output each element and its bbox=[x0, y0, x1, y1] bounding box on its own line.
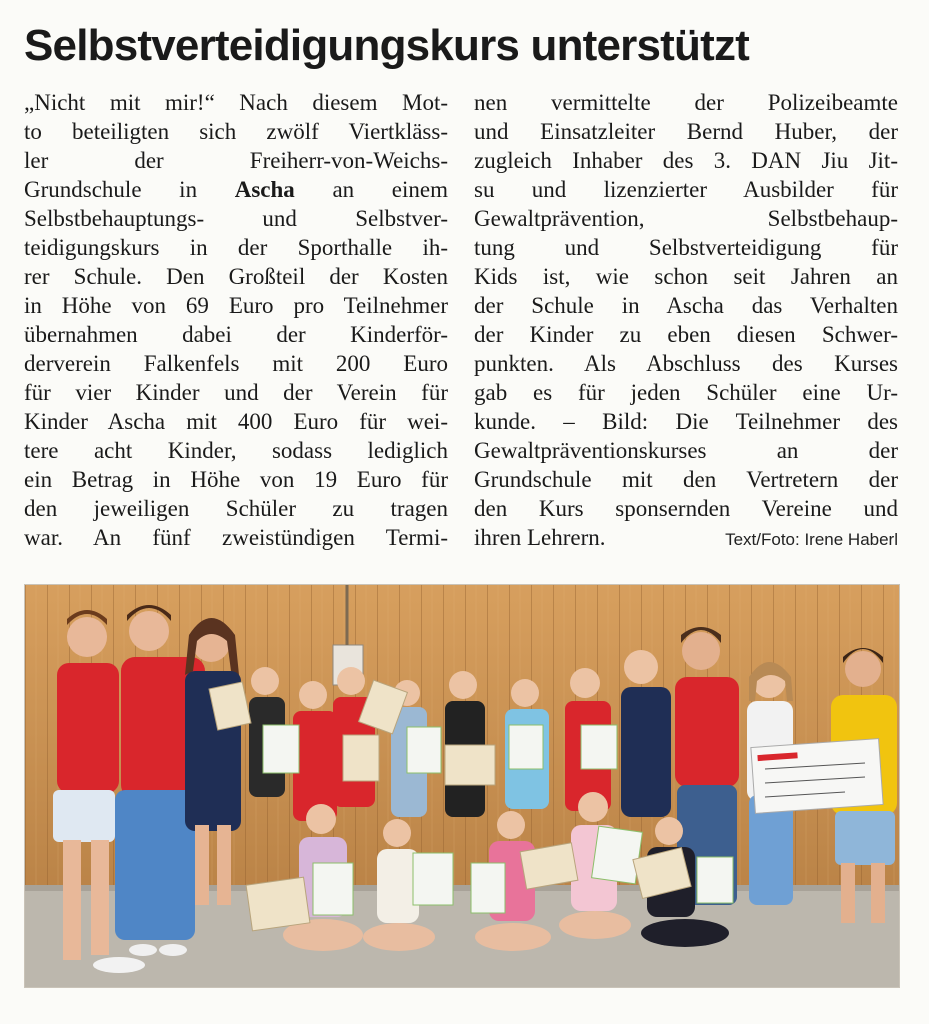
closing-line bbox=[474, 523, 898, 552]
left-column-line: Grundschule in Ascha an einem bbox=[24, 177, 449, 202]
right-column-line: zugleich Inhaber des 3. DAN Jiu Jit- bbox=[474, 148, 898, 173]
article-left-column bbox=[24, 88, 448, 552]
left-column-line: tere acht Kinder, sodass lediglich bbox=[24, 438, 448, 463]
left-column-line: to beteiligten sich zwölf Viertkläss- bbox=[24, 119, 448, 144]
right-column-line: kunde. – Bild: Die Teilnehmer des bbox=[474, 409, 898, 434]
right-column-line: su und lizenzierter Ausbilder für bbox=[474, 177, 898, 202]
left-column-line: ler der Freiherr-von-Weichs- bbox=[24, 148, 448, 173]
group-photo-illustration bbox=[25, 585, 899, 987]
article-right-column bbox=[474, 88, 898, 552]
right-column-line: den Kurs sponsernden Vereine und bbox=[474, 496, 898, 521]
right-column-last-line: ihren Lehrern. bbox=[474, 525, 606, 550]
left-column-line: derverein Falkenfels mit 200 Euro bbox=[24, 351, 448, 376]
left-column-line: den jeweiligen Schüler zu tragen bbox=[24, 496, 448, 521]
left-column-line: Kinder Ascha mit 400 Euro für wei- bbox=[24, 409, 448, 434]
right-column-line: tung und Selbstverteidigung für bbox=[474, 235, 898, 260]
right-column-line: Kids ist, wie schon seit Jahren an bbox=[474, 264, 898, 289]
left-column-line: „Nicht mit mir!“ Nach diesem Mot- bbox=[24, 90, 448, 115]
bold-place-name: Ascha bbox=[234, 177, 295, 202]
right-column-line: Gewaltprävention, Selbstbehaup- bbox=[474, 206, 898, 231]
right-column-line: der Kinder zu eben diesen Schwer- bbox=[474, 322, 898, 347]
left-column-line: rer Schule. Den Großteil der Kosten bbox=[24, 264, 448, 289]
article-headline: Selbstverteidigungskurs unterstützt bbox=[24, 21, 750, 70]
photo-credit: Text/Foto: Irene Haberl bbox=[725, 530, 898, 549]
group-photo bbox=[24, 584, 900, 988]
left-column-line: in Höhe von 69 Euro pro Teilnehmer bbox=[24, 293, 448, 318]
left-column-line: Selbstbehauptungs- und Selbstver- bbox=[24, 206, 448, 231]
donation-check bbox=[751, 739, 883, 814]
left-column-line: für vier Kinder und der Verein für bbox=[24, 380, 448, 405]
right-column-line: nen vermittelte der Polizeibeamte bbox=[474, 90, 898, 115]
left-column-line: übernahmen dabei der Kinderför- bbox=[24, 322, 448, 347]
right-column-line: Gewaltpräventionskurses an der bbox=[474, 438, 898, 463]
right-column-line: und Einsatzleiter Bernd Huber, der bbox=[474, 119, 898, 144]
right-column-line: gab es für jeden Schüler eine Ur- bbox=[474, 380, 898, 405]
left-column-line: teidigungskurs in der Sporthalle ih- bbox=[24, 235, 448, 260]
right-column-line: der Schule in Ascha das Verhalten bbox=[474, 293, 898, 318]
right-column-line: punkten. Als Abschluss des Kurses bbox=[474, 351, 898, 376]
right-column-line: Grundschule mit den Vertretern der bbox=[474, 467, 898, 492]
left-column-line: ein Betrag in Höhe von 19 Euro für bbox=[24, 467, 448, 492]
left-column-line: war. An fünf zweistündigen Termi- bbox=[24, 525, 448, 550]
